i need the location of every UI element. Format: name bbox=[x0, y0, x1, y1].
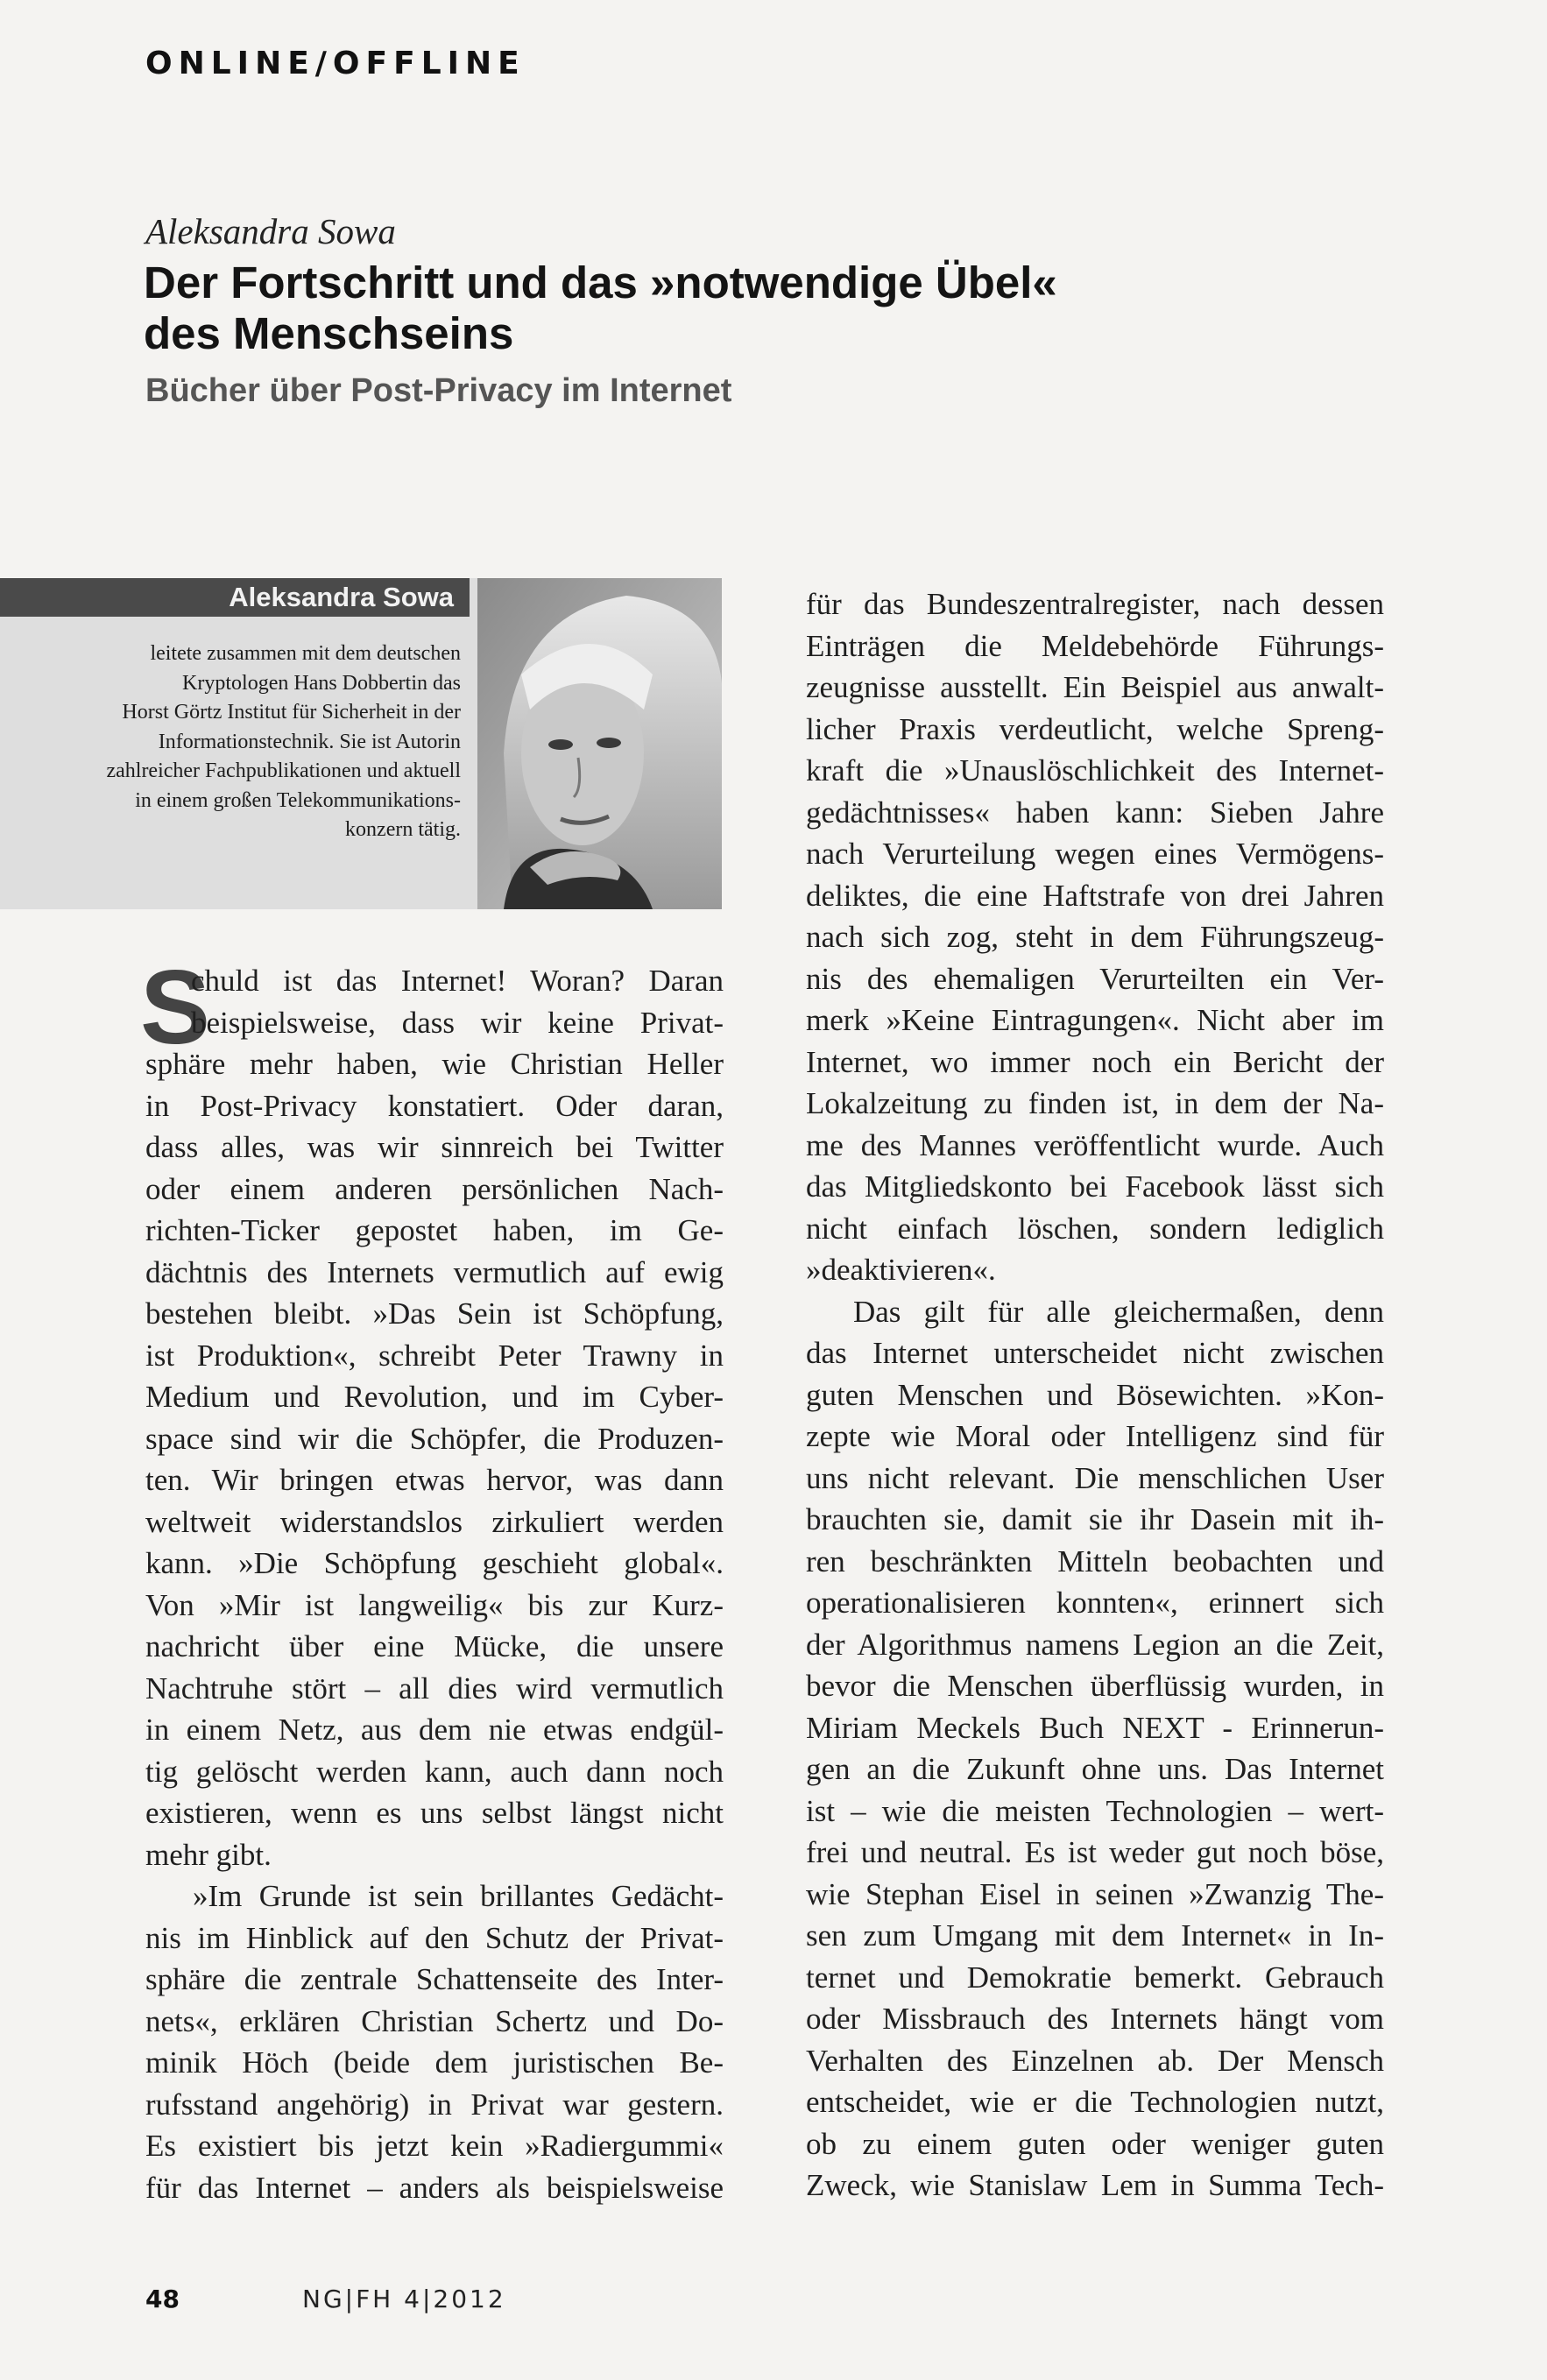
text-line: Internet, wo immer noch ein Bericht der bbox=[806, 1044, 1384, 1079]
text-line: frei und neutral. Es ist weder gut noch böse, bbox=[806, 1835, 1384, 1869]
text-line: sen zum Umgang mit dem Internet« in In- bbox=[806, 1918, 1384, 1953]
drop-cap: S bbox=[140, 949, 211, 1066]
text-column-left bbox=[145, 960, 724, 2208]
text-line: Das gilt für alle gleichermaßen, denn bbox=[853, 1294, 1384, 1329]
text-line: zeugnisse ausstellt. Ein Beispiel aus anwalt- bbox=[806, 670, 1384, 704]
bio-line: in einem großen Telekommunikations- bbox=[135, 788, 461, 812]
text-line: das Internet unterscheidet nicht zwischen bbox=[806, 1336, 1384, 1370]
text-line: entscheidet, wie er die Technologien nutzt, bbox=[806, 2085, 1384, 2119]
text-line: ternet und Demokratie bemerkt. Gebrauch bbox=[806, 1960, 1384, 1995]
text-line: Einträgen die Meldebehörde Führungs- bbox=[806, 628, 1384, 663]
text-line: für das Bundeszentralregister, nach dessen bbox=[806, 587, 1384, 621]
article-subtitle: Bücher über Post-Privacy im Internet bbox=[145, 372, 732, 409]
text-line: Von »Mir ist langweilig« bis zur Kurz- bbox=[145, 1587, 724, 1622]
text-line: nicht einfach löschen, sondern lediglich bbox=[806, 1211, 1384, 1246]
text-line: kann. »Die Schöpfung geschieht global«. bbox=[145, 1546, 724, 1580]
text-line: nis im Hinblick auf den Schutz der Privat- bbox=[145, 1920, 724, 1955]
text-line: me des Mannes veröffentlicht wurde. Auch bbox=[806, 1127, 1384, 1162]
text-line: Lokalzeitung zu finden ist, in dem der Na- bbox=[806, 1086, 1384, 1120]
bio-name-bar bbox=[0, 578, 470, 617]
text-line: oder Missbrauch des Internets hängt vom bbox=[806, 2002, 1384, 2036]
bio-line: Informationstechnik. Sie ist Autorin bbox=[158, 730, 461, 753]
text-line: chuld ist das Internet! Woran? Daran bbox=[191, 964, 724, 998]
text-line: Verhalten des Einzelnen ab. Der Mensch bbox=[806, 2043, 1384, 2078]
text-line: deliktes, die eine Haftstrafe von drei Jahren bbox=[806, 878, 1384, 913]
text-line: Miriam Meckels Buch NEXT - Erinnerun- bbox=[806, 1710, 1384, 1745]
bio-text bbox=[49, 639, 461, 845]
article-title bbox=[144, 258, 1195, 359]
text-line: dass alles, was wir sinnreich bei Twitter bbox=[145, 1130, 724, 1164]
text-line: rufsstand angehörig) in Privat war gestern. bbox=[145, 2087, 724, 2122]
text-line: existieren, wenn es uns selbst längst nicht bbox=[145, 1796, 724, 1830]
bio-line: leitete zusammen mit dem deutschen bbox=[150, 642, 461, 665]
text-line: Medium und Revolution, und im Cyber- bbox=[145, 1380, 724, 1414]
text-line: nis des ehemaligen Verurteilten ein Ver- bbox=[806, 961, 1384, 996]
text-line: oder einem anderen persönlichen Nach- bbox=[145, 1171, 724, 1206]
text-line: nach sich zog, steht in dem Führungszeug- bbox=[806, 920, 1384, 954]
text-line: »deaktivieren«. bbox=[806, 1253, 996, 1287]
text-line: »Im Grunde ist sein brillantes Gedächt- bbox=[193, 1879, 724, 1913]
text-line: merk »Keine Eintragungen«. Nicht aber im bbox=[806, 1003, 1384, 1037]
text-line: für das Internet – anders als beispielsweise bbox=[145, 2170, 724, 2205]
text-line: ren beschränkten Mitteln beobachten und bbox=[806, 1543, 1384, 1578]
text-line: in einem Netz, aus dem nie etwas endgül- bbox=[145, 1713, 724, 1747]
text-line: uns nicht relevant. Die menschlichen User bbox=[806, 1460, 1384, 1495]
text-line: gen an die Zukunft ohne uns. Das Internet bbox=[806, 1752, 1384, 1786]
text-column-right bbox=[806, 583, 1384, 2207]
text-line: brauchten sie, damit sie ihr Dasein mit ih- bbox=[806, 1502, 1384, 1536]
text-line: sphäre mehr haben, wie Christian Heller bbox=[145, 1047, 724, 1081]
text-line: tig gelöscht werden kann, auch dann noch bbox=[145, 1754, 724, 1789]
text-line: Nachtruhe stört – all dies wird vermutlich bbox=[145, 1670, 724, 1706]
journal-issue: NG|FH 4|2012 bbox=[302, 2285, 506, 2313]
text-line: licher Praxis verdeutlicht, welche Spreng- bbox=[806, 711, 1384, 746]
bio-line: konzern tätig. bbox=[345, 818, 461, 841]
text-line: wie Stephan Eisel in seinen »Zwanzig The- bbox=[806, 1876, 1384, 1911]
page-number: 48 bbox=[145, 2285, 180, 2313]
text-line: bestehen bleibt. »Das Sein ist Schöpfung, bbox=[145, 1296, 724, 1331]
text-line: sphäre die zentrale Schattenseite des Inter- bbox=[145, 1962, 724, 1996]
text-line: operationalisieren konnten«, erinnert sich bbox=[806, 1585, 1384, 1620]
author-portrait-photo bbox=[477, 578, 722, 909]
text-line: gedächtnisses« haben kann: Sieben Jahre bbox=[806, 795, 1384, 830]
text-line: minik Höch (beide dem juristischen Be- bbox=[145, 2045, 724, 2080]
text-line: ist – wie die meisten Technologien – wert- bbox=[806, 1793, 1384, 1828]
text-line: bevor die Menschen überflüssig wurden, in bbox=[806, 1669, 1384, 1703]
text-line: ten. Wir bringen etwas hervor, was dann bbox=[145, 1463, 724, 1497]
bio-name: Aleksandra Sowa bbox=[229, 582, 454, 612]
text-line: das Mitgliedskonto bei Facebook lässt sich bbox=[806, 1169, 1384, 1204]
text-line: nachricht über eine Mücke, die unsere bbox=[145, 1629, 724, 1663]
text-line: nets«, erklären Christian Schertz und Do- bbox=[145, 2003, 724, 2038]
text-line: zepte wie Moral oder Intelligenz sind für bbox=[806, 1419, 1384, 1453]
text-line: Es existiert bis jetzt kein »Radiergummi« bbox=[145, 2129, 724, 2163]
text-line: richten-Ticker gepostet haben, im Ge- bbox=[145, 1213, 724, 1247]
bio-line: Kryptologen Hans Dobbertin das bbox=[182, 671, 461, 695]
title-line-1: Der Fortschritt und das »notwendige Übel« bbox=[144, 258, 1057, 307]
text-line: in Post-Privacy konstatiert. Oder daran, bbox=[145, 1088, 724, 1123]
text-line: ob zu einem guten oder weniger guten bbox=[806, 2126, 1384, 2161]
text-line: kraft die »Unauslöschlichkeit des Internet- bbox=[806, 753, 1384, 787]
text-line: weltweit widerstandslos zirkuliert werden bbox=[145, 1504, 724, 1539]
text-line: ist Produktion«, schreibt Peter Trawny in bbox=[145, 1338, 724, 1373]
bio-line: zahlreicher Fachpublikationen und aktuell bbox=[106, 759, 461, 782]
title-line-2: des Menschseins bbox=[144, 308, 514, 358]
text-line: dächtnis des Internets vermutlich auf ewig bbox=[145, 1254, 724, 1289]
text-line: beispielsweise, dass wir keine Privat- bbox=[191, 1005, 724, 1040]
text-line: nach Verurteilung wegen eines Vermögens- bbox=[806, 837, 1384, 871]
bio-line: Horst Görtz Institut für Sicherheit in der bbox=[122, 701, 461, 724]
text-line: Zweck, wie Stanislaw Lem in Summa Tech- bbox=[806, 2168, 1384, 2202]
text-line: space sind wir die Schöpfer, die Produzen- bbox=[145, 1421, 724, 1456]
text-line: der Algorithmus namens Legion an die Zeit, bbox=[806, 1627, 1384, 1662]
text-line: mehr gibt. bbox=[145, 1837, 272, 1872]
text-line: guten Menschen und Bösewichten. »Kon- bbox=[806, 1377, 1384, 1412]
section-label: ONLINE/OFFLINE bbox=[145, 46, 526, 81]
article-author: Aleksandra Sowa bbox=[145, 211, 396, 251]
